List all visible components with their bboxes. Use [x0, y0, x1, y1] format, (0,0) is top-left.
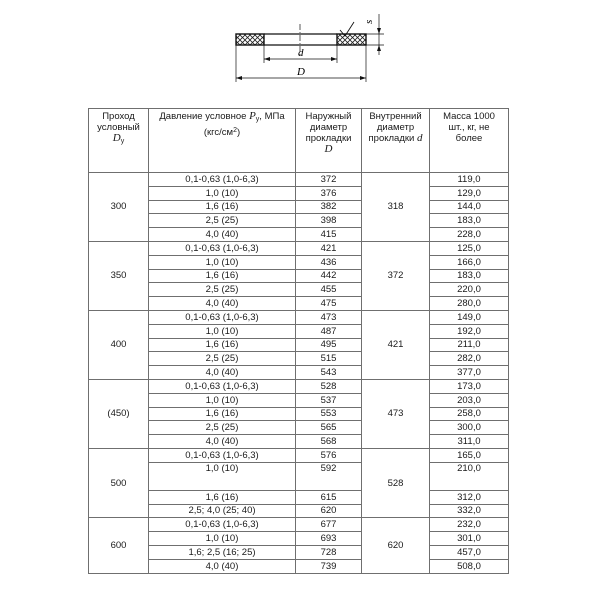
outer-diameter-cell: 568: [296, 435, 362, 449]
pressure-cell: 1,6 (16): [149, 407, 296, 421]
table-row: [89, 462, 509, 490]
pressure-cell: 1,0 (10): [149, 186, 296, 200]
outer-diameter-cell: 515: [296, 352, 362, 366]
pressure-cell: 1,0 (10): [149, 324, 296, 338]
nominal-bore-cell: 500: [89, 448, 149, 517]
mass-cell: 228,0: [430, 228, 509, 242]
nominal-bore-cell: 600: [89, 518, 149, 573]
mass-cell: 280,0: [430, 297, 509, 311]
outer-diameter-cell: 677: [296, 518, 362, 532]
pressure-cell: 1,0 (10): [149, 393, 296, 407]
pressure-cell: 1,6; 2,5 (16; 25): [149, 545, 296, 559]
pressure-cell: 4,0 (40): [149, 435, 296, 449]
outer-diameter-cell: 528: [296, 379, 362, 393]
mass-cell: 183,0: [430, 269, 509, 283]
inner-diameter-cell: 528: [362, 448, 430, 517]
mass-cell: 258,0: [430, 407, 509, 421]
mass-cell: 203,0: [430, 393, 509, 407]
nominal-bore-cell: (450): [89, 379, 149, 448]
outer-diameter-cell: 421: [296, 241, 362, 255]
mass-cell: 144,0: [430, 200, 509, 214]
pressure-cell: 2,5; 4,0 (25; 40): [149, 504, 296, 518]
outer-diameter-cell: 475: [296, 297, 362, 311]
table-row: [89, 269, 509, 283]
pressure-cell: 0,1-0,63 (1,0-6,3): [149, 310, 296, 324]
table-body: [89, 173, 509, 574]
table-row: [89, 228, 509, 242]
mass-cell: 508,0: [430, 559, 509, 573]
pressure-cell: 0,1-0,63 (1,0-6,3): [149, 448, 296, 462]
mass-cell: 311,0: [430, 435, 509, 449]
table-row: [89, 559, 509, 573]
mass-cell: 165,0: [430, 448, 509, 462]
table-row: [89, 393, 509, 407]
table-row: [89, 324, 509, 338]
mass-cell: 166,0: [430, 255, 509, 269]
nominal-bore-cell: 400: [89, 310, 149, 379]
pressure-cell: 1,0 (10): [149, 255, 296, 269]
pressure-cell: 1,6 (16): [149, 269, 296, 283]
table-row: [89, 200, 509, 214]
inner-diameter-cell: 473: [362, 379, 430, 448]
outer-diameter-cell: 565: [296, 421, 362, 435]
pressure-cell: 2,5 (25): [149, 214, 296, 228]
mass-cell: 377,0: [430, 366, 509, 380]
inner-diameter-cell: 421: [362, 310, 430, 379]
pressure-cell: 1,6 (16): [149, 200, 296, 214]
table-row: [89, 448, 509, 462]
mass-cell: 300,0: [430, 421, 509, 435]
mass-cell: 312,0: [430, 490, 509, 504]
outer-arrow-right: [360, 76, 366, 80]
pressure-cell: 0,1-0,63 (1,0-6,3): [149, 173, 296, 187]
inner-diameter-cell: 318: [362, 173, 430, 242]
outer-diameter-cell: 620: [296, 504, 362, 518]
pressure-cell: 1,0 (10): [149, 462, 296, 490]
mass-cell: 332,0: [430, 504, 509, 518]
mass-cell: 210,0: [430, 462, 509, 490]
header-inner-diameter: Внутренний диаметр прокладки d: [362, 109, 430, 173]
pressure-cell: 4,0 (40): [149, 366, 296, 380]
gasket-spec-table: [88, 108, 509, 574]
pressure-cell: 4,0 (40): [149, 559, 296, 573]
pressure-cell: 2,5 (25): [149, 352, 296, 366]
outer-diameter-cell: 382: [296, 200, 362, 214]
outer-diameter-cell: 553: [296, 407, 362, 421]
outer-diameter-cell: 615: [296, 490, 362, 504]
pressure-cell: 2,5 (25): [149, 283, 296, 297]
gasket-left-section: [236, 34, 264, 45]
table-row: [89, 490, 509, 504]
table-row: [89, 297, 509, 311]
outer-diameter-cell: 693: [296, 532, 362, 546]
pressure-cell: 0,1-0,63 (1,0-6,3): [149, 518, 296, 532]
pressure-cell: 4,0 (40): [149, 228, 296, 242]
mass-cell: 192,0: [430, 324, 509, 338]
outer-diameter-cell: 739: [296, 559, 362, 573]
nominal-bore-cell: 350: [89, 241, 149, 310]
table-row: [89, 173, 509, 187]
mass-cell: 457,0: [430, 545, 509, 559]
mass-cell: 220,0: [430, 283, 509, 297]
header-row: [89, 109, 509, 173]
mass-cell: 282,0: [430, 352, 509, 366]
table-row: [89, 518, 509, 532]
header-nominal-bore: Проход условный $D_y$: [89, 109, 149, 173]
table-row: [89, 407, 509, 421]
inner-diameter-cell: 372: [362, 241, 430, 310]
mass-cell: 129,0: [430, 186, 509, 200]
header-mass: Масса 1000 шт., кг, не более: [430, 109, 509, 173]
pressure-cell: 0,1-0,63 (1,0-6,3): [149, 379, 296, 393]
table-row: [89, 241, 509, 255]
table-row: [89, 310, 509, 324]
table-row: [89, 545, 509, 559]
outer-diameter-cell: 372: [296, 173, 362, 187]
mass-cell: 183,0: [430, 214, 509, 228]
nominal-bore-cell: 300: [89, 173, 149, 242]
table-row: [89, 532, 509, 546]
mass-cell: 149,0: [430, 310, 509, 324]
outer-diameter-cell: 728: [296, 545, 362, 559]
table-row: [89, 338, 509, 352]
outer-diameter-cell: 398: [296, 214, 362, 228]
outer-diameter-cell: 537: [296, 393, 362, 407]
pressure-cell: 0,1-0,63 (1,0-6,3): [149, 241, 296, 255]
thickness-label: s: [363, 19, 375, 24]
mass-cell: 232,0: [430, 518, 509, 532]
pressure-cell: 1,6 (16): [149, 338, 296, 352]
table-row: [89, 186, 509, 200]
table-row: [89, 504, 509, 518]
outer-diameter-cell: 473: [296, 310, 362, 324]
header-nominal-pressure: Давление условное $P_y$, МПа $(кгс/см^2)$: [149, 109, 296, 173]
table-row: [89, 435, 509, 449]
outer-diameter-cell: 543: [296, 366, 362, 380]
mass-cell: 119,0: [430, 173, 509, 187]
outer-diameter-label: D: [297, 66, 305, 78]
table-row: [89, 283, 509, 297]
pressure-cell: 2,5 (25): [149, 421, 296, 435]
header-outer-diameter: Наружный диаметр прокладки D: [296, 109, 362, 173]
pressure-cell: 1,6 (16): [149, 490, 296, 504]
table-row: [89, 255, 509, 269]
outer-diameter-cell: 592: [296, 462, 362, 490]
outer-arrow-left: [236, 76, 242, 80]
inner-arrow-right: [331, 57, 337, 61]
outer-diameter-cell: 415: [296, 228, 362, 242]
outer-diameter-cell: 442: [296, 269, 362, 283]
table-row: [89, 366, 509, 380]
mass-cell: 173,0: [430, 379, 509, 393]
outer-diameter-cell: 455: [296, 283, 362, 297]
inner-arrow-left: [264, 57, 270, 61]
gasket-right-section: [337, 34, 366, 45]
table-row: [89, 214, 509, 228]
outer-diameter-cell: 576: [296, 448, 362, 462]
pressure-cell: 1,0 (10): [149, 532, 296, 546]
outer-diameter-cell: 495: [296, 338, 362, 352]
outer-diameter-cell: 487: [296, 324, 362, 338]
table-row: [89, 352, 509, 366]
thickness-arrow-bottom: [377, 45, 381, 51]
mass-cell: 125,0: [430, 241, 509, 255]
outer-diameter-cell: 376: [296, 186, 362, 200]
gasket-drawing: [0, 0, 600, 100]
table-row: [89, 379, 509, 393]
inner-diameter-cell: 620: [362, 518, 430, 573]
pressure-cell: 4,0 (40): [149, 297, 296, 311]
outer-diameter-cell: 436: [296, 255, 362, 269]
mass-cell: 301,0: [430, 532, 509, 546]
table-row: [89, 421, 509, 435]
mass-cell: 211,0: [430, 338, 509, 352]
thickness-arrow-top: [377, 28, 381, 34]
inner-diameter-label: d: [298, 47, 304, 59]
